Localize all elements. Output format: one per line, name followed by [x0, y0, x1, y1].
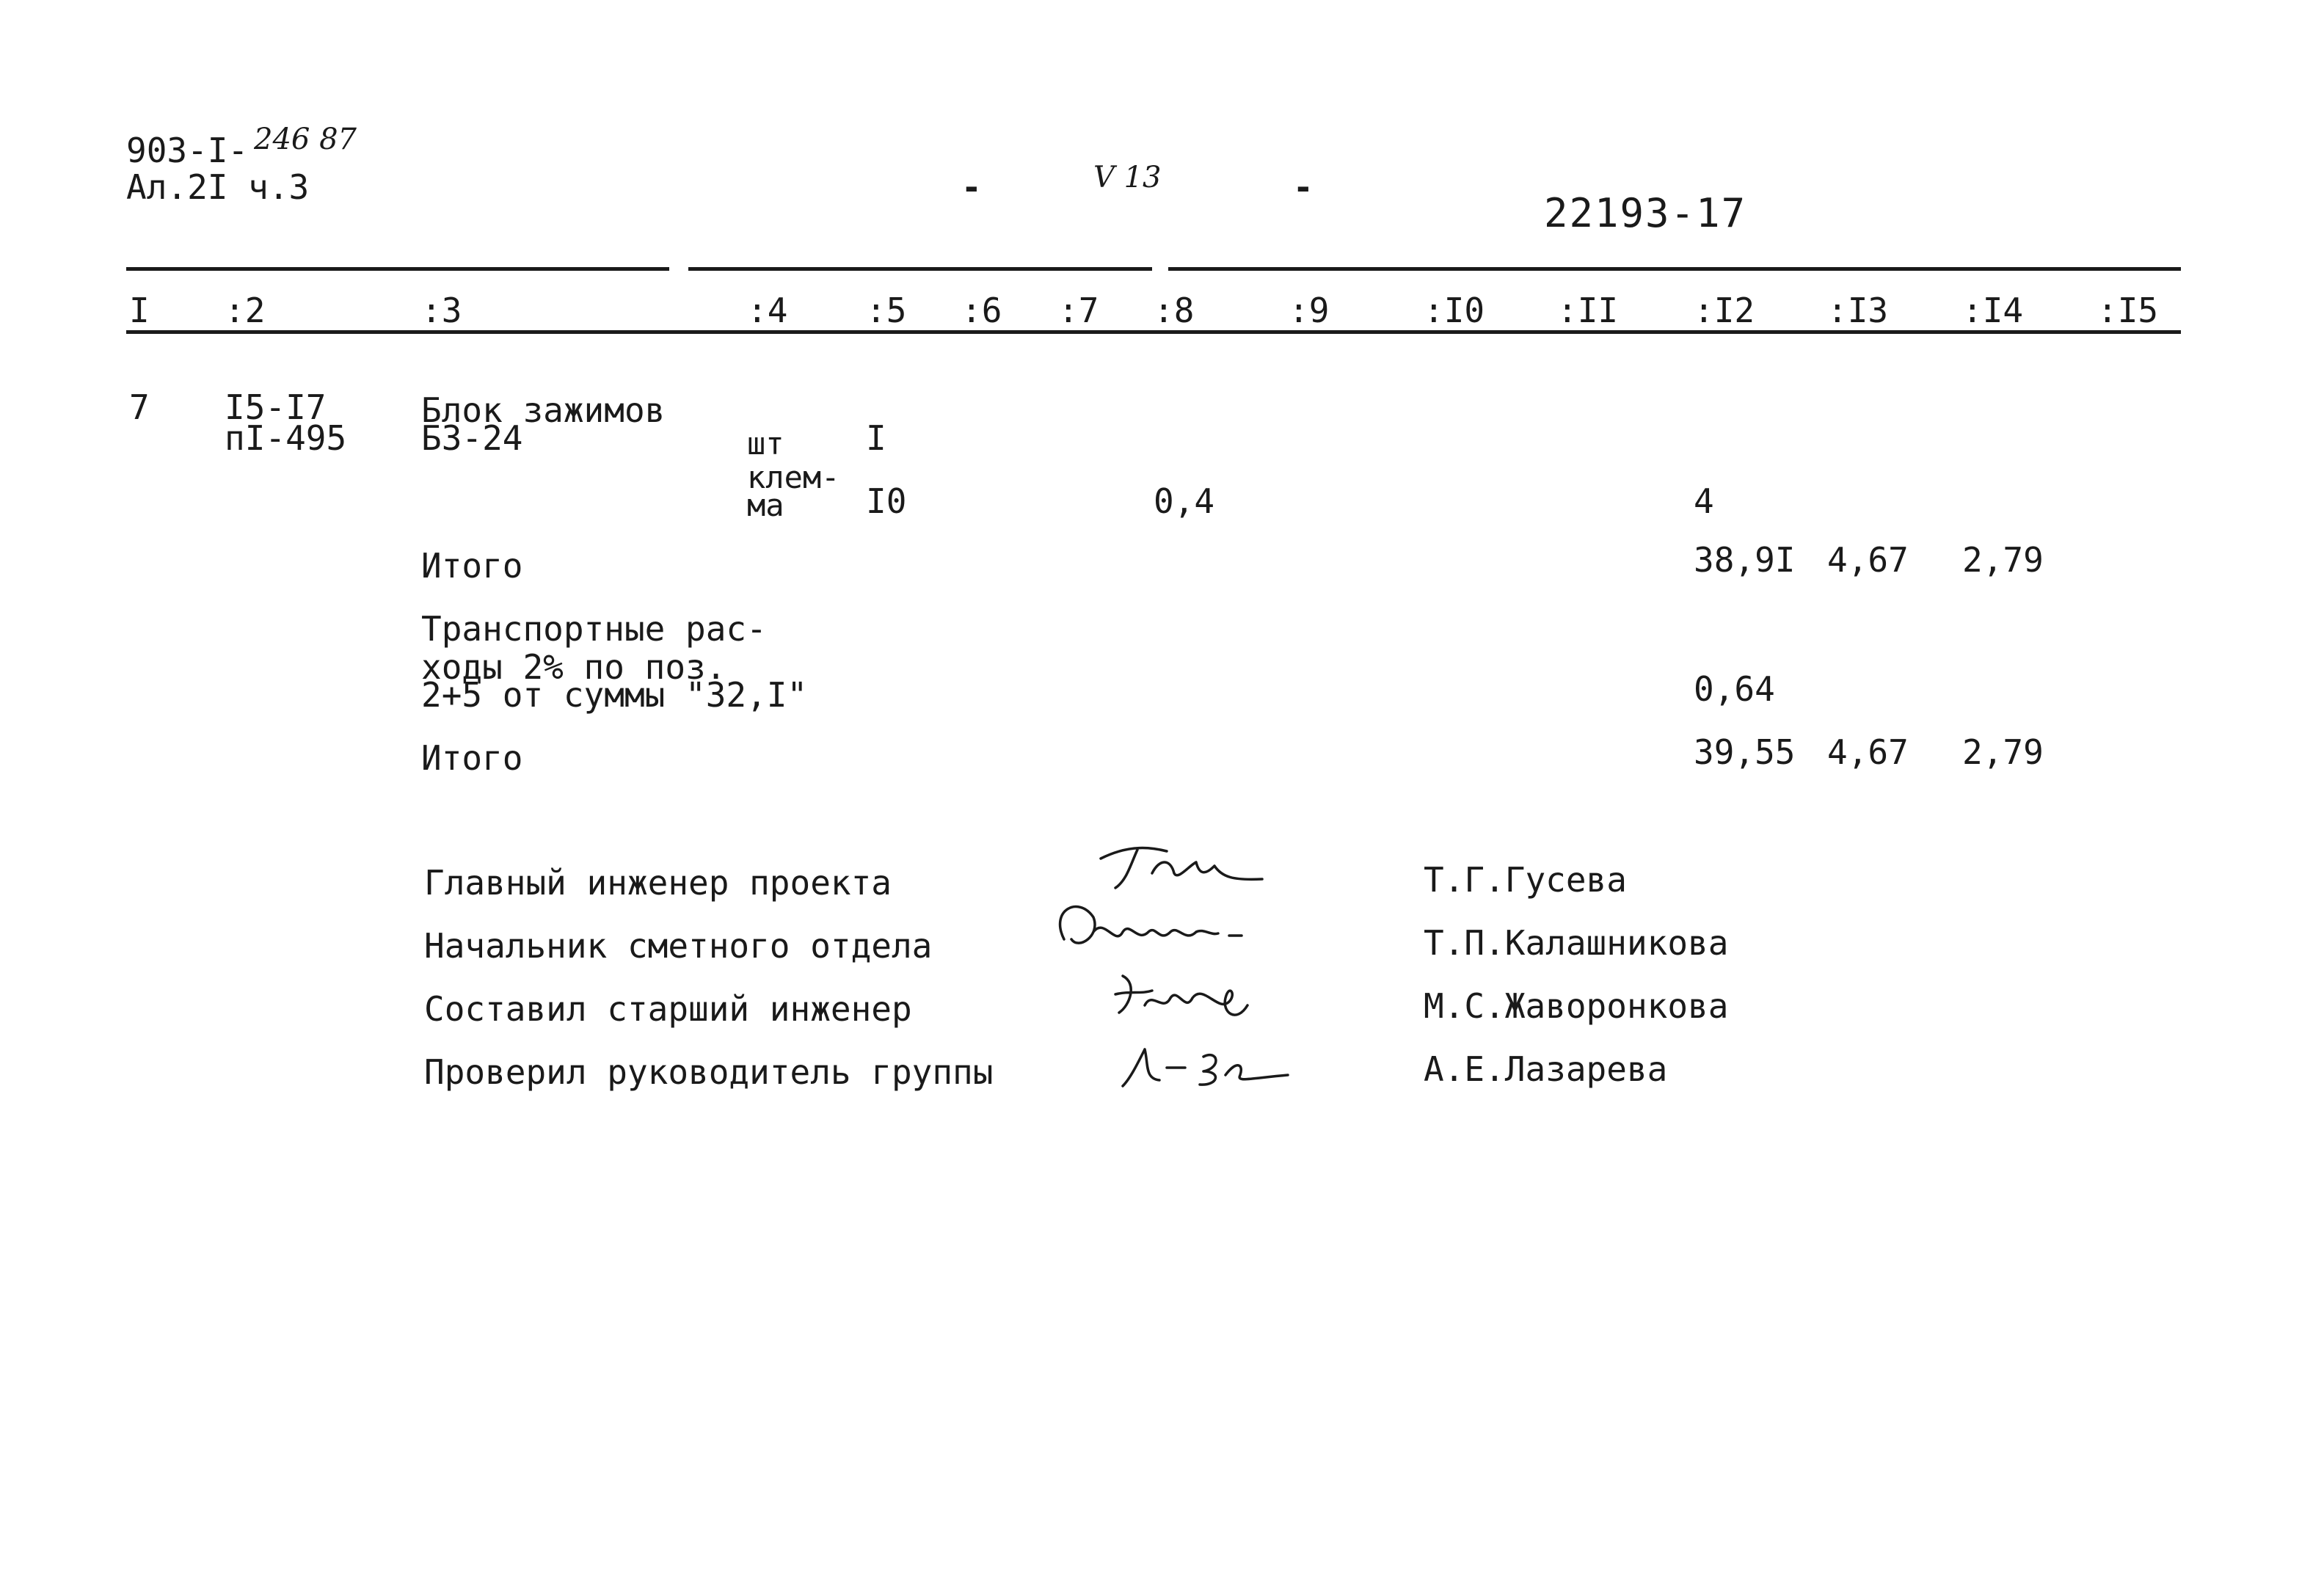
- total-label: Итого: [421, 738, 523, 778]
- document-code-handwritten: 246 87: [254, 123, 357, 156]
- column-header: :9: [1289, 291, 1330, 330]
- header-rule-2: [688, 267, 1152, 271]
- column-header: :7: [1058, 291, 1099, 330]
- handwritten-signature: [1049, 895, 1255, 961]
- album-part: Ал.2I ч.3: [126, 167, 310, 207]
- unit-price: 0,4: [1154, 481, 1215, 521]
- row-number: 7: [129, 387, 150, 427]
- page-dash-right: -: [1293, 167, 1314, 207]
- column-header: I: [129, 291, 150, 330]
- row-ref-price: пI-495: [225, 418, 347, 458]
- signature-name: М.С.Жаворонкова: [1424, 986, 1729, 1026]
- signature-name: Т.П.Калашникова: [1424, 923, 1729, 963]
- item-name: Блок зажимов: [421, 390, 666, 430]
- document-code: 903-I-: [126, 131, 249, 170]
- page-number-handwritten: V 13: [1093, 161, 1162, 194]
- column-header: :I3: [1827, 291, 1889, 330]
- column-header: :6: [961, 291, 1002, 330]
- transport-text: ходы 2% по поз.: [421, 647, 726, 687]
- total-value: 4,67: [1827, 540, 1909, 580]
- column-header: :4: [747, 291, 788, 330]
- quantity: I0: [866, 481, 907, 521]
- column-header: :I4: [1962, 291, 2024, 330]
- unit: шт: [747, 426, 784, 462]
- total-value: 38,9I: [1694, 540, 1796, 580]
- transport-value: 0,64: [1694, 669, 1775, 709]
- header-rule-3: [1168, 267, 2181, 271]
- column-header: :3: [421, 291, 462, 330]
- page-dash-left: -: [961, 167, 982, 207]
- signature-role: Начальник сметного отдела: [424, 926, 933, 966]
- handwritten-signature: [1086, 837, 1277, 895]
- total-label: Итого: [421, 546, 523, 586]
- unit: клем-: [747, 459, 840, 495]
- signature-role: Главный инженер проекта: [424, 863, 892, 903]
- doc-number: 22193-17: [1544, 190, 1747, 236]
- column-header: :5: [866, 291, 907, 330]
- header-rule-1: [126, 267, 669, 271]
- handwritten-signature: [1115, 1035, 1299, 1093]
- row-ref: I5-I7: [225, 387, 327, 427]
- signature-name: Т.Г.Гусева: [1424, 860, 1627, 900]
- signature-role: Составил старший инженер: [424, 989, 912, 1029]
- item-type: БЗ-24: [421, 418, 523, 458]
- column-header-rule: [126, 330, 2181, 334]
- column-header: :8: [1154, 291, 1195, 330]
- total-value: 39,55: [1694, 732, 1796, 772]
- total-value: 2,79: [1962, 540, 2044, 580]
- column-header: :I2: [1694, 291, 1755, 330]
- signature-role: Проверил руководитель группы: [424, 1052, 994, 1092]
- transport-text: 2+5 от суммы "32,I": [421, 675, 808, 715]
- signature-name: А.Е.Лазарева: [1424, 1049, 1668, 1089]
- column-header: :I0: [1424, 291, 1485, 330]
- total-value: 4,67: [1827, 732, 1909, 772]
- column-header: :2: [225, 291, 266, 330]
- column-header: :II: [1557, 291, 1619, 330]
- column-header: :I5: [2097, 291, 2159, 330]
- transport-text: Транспортные рас-: [421, 609, 767, 649]
- total-value: 2,79: [1962, 732, 2044, 772]
- unit: ма: [747, 487, 784, 523]
- quantity: I: [866, 418, 886, 458]
- handwritten-signature: [1108, 961, 1270, 1027]
- total-cost: 4: [1694, 481, 1714, 521]
